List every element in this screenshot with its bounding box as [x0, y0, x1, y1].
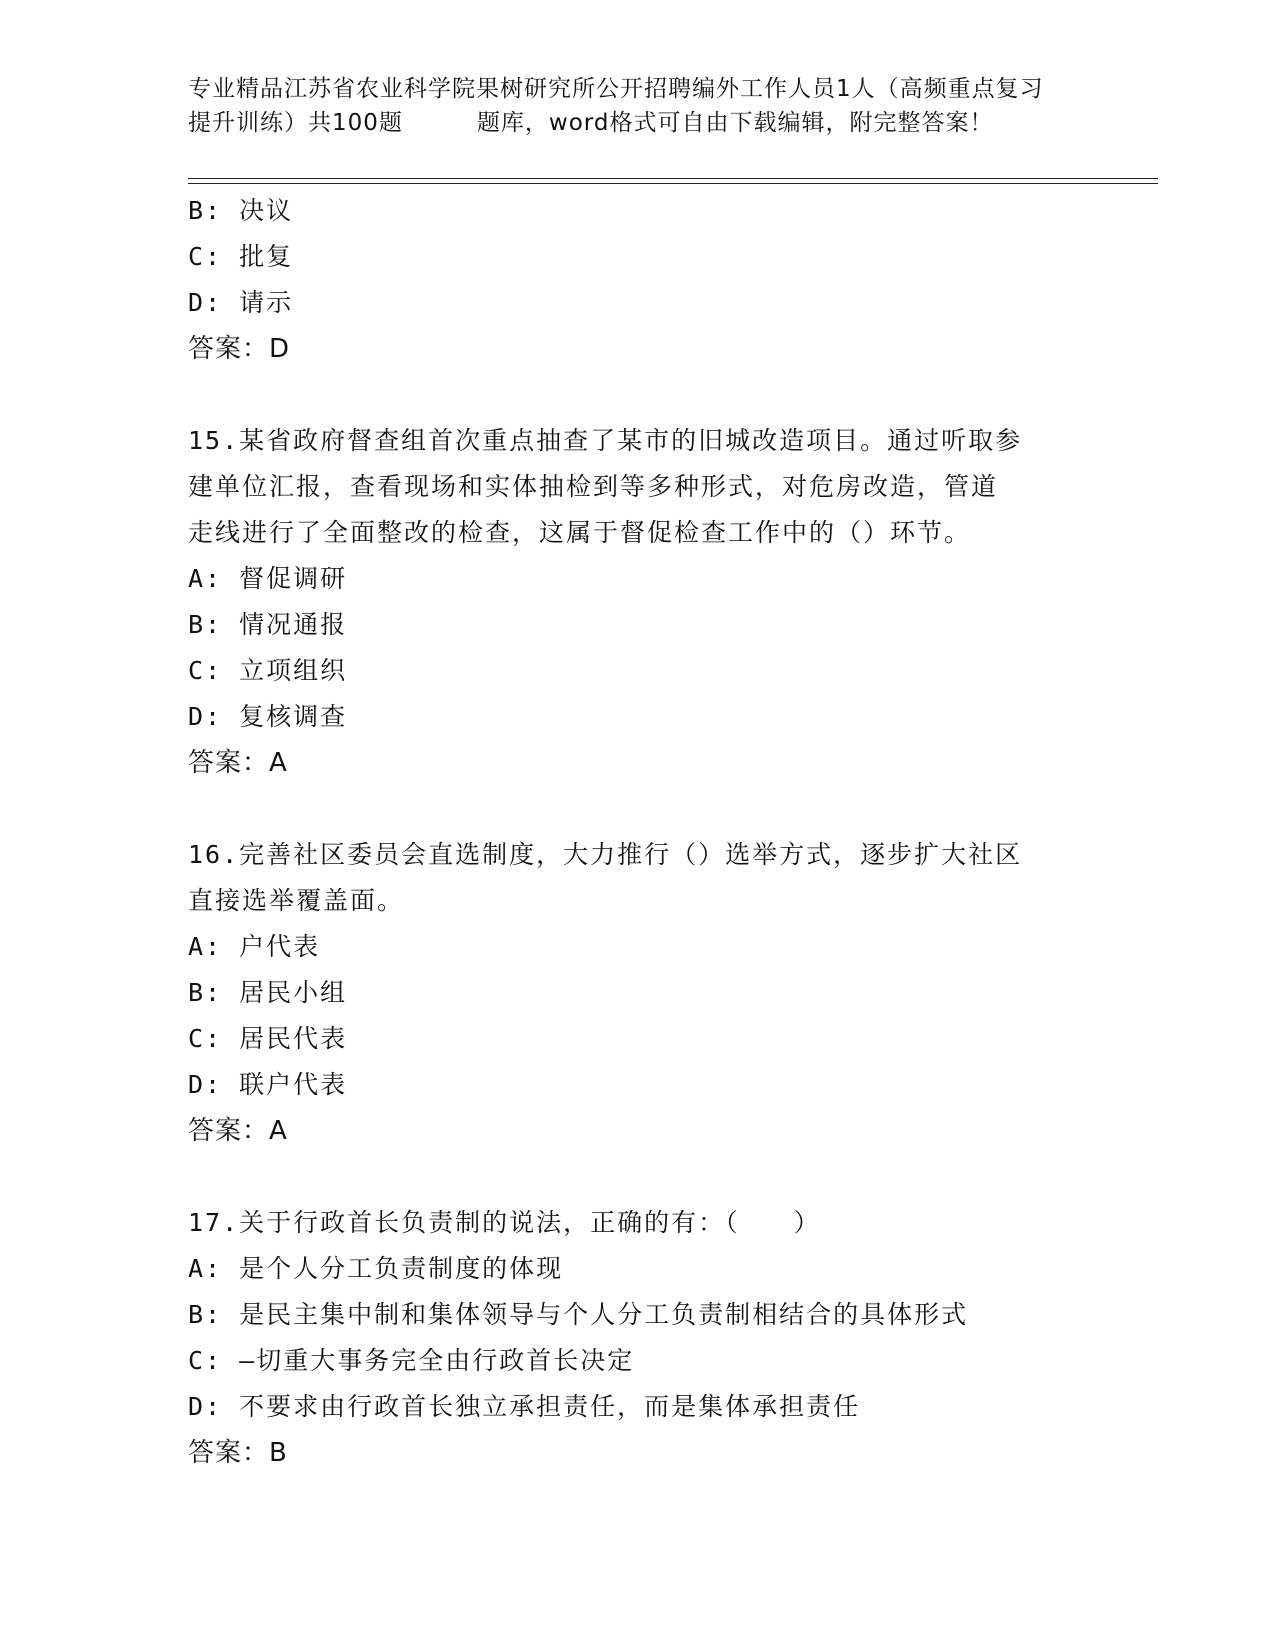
option-d: D: 请示	[188, 288, 294, 317]
question-17	[188, 1200, 1088, 1476]
answer-line: 答案：A	[188, 748, 288, 778]
stem-line: 16.完善社区委员会直选制度，大力推行（）选举方式，逐步扩大社区	[188, 840, 1023, 869]
stem-line: 直接选举覆盖面。	[188, 886, 405, 915]
stem-line: 走线进行了全面整改的检查，这属于督促检查工作中的（）环节。	[188, 518, 972, 547]
option-c: C: —切重大事务完全由行政首长决定	[188, 1346, 635, 1375]
option-b: B: 决议	[188, 196, 294, 225]
option-a: A: 督促调研	[188, 564, 348, 593]
question-15	[188, 418, 1088, 786]
option-b: B: 是民主集中制和集体领导与个人分工负责制相结合的具体形式	[188, 1300, 969, 1329]
header-divider-top	[188, 178, 1158, 179]
header-line-2-part-2: 题库，word格式可自由下载编辑，附完整答案！	[476, 110, 994, 136]
option-c: C: 批复	[188, 242, 294, 271]
document-header	[188, 72, 1168, 140]
option-a: A: 户代表	[188, 932, 321, 961]
question-stem	[188, 1200, 1088, 1246]
stem-line: 建单位汇报，查看现场和实体抽检到等多种形式，对危房改造，管道	[188, 472, 999, 501]
option-c: C: 居民代表	[188, 1024, 348, 1053]
header-line-1: 专业精品江苏省农业科学院果树研究所公开招聘编外工作人员1人（高频重点复习	[188, 76, 1044, 102]
answer-line: 答案：A	[188, 1116, 288, 1146]
question-16	[188, 832, 1088, 1154]
stem-line: 17.关于行政首长负责制的说法，正确的有：（ ）	[188, 1208, 821, 1237]
question-stem	[188, 418, 1088, 556]
document-body	[188, 188, 1088, 1476]
header-divider-bottom	[188, 183, 1158, 184]
option-b: B: 居民小组	[188, 978, 348, 1007]
option-b: B: 情况通报	[188, 610, 348, 639]
option-d: D: 不要求由行政首长独立承担责任，而是集体承担责任	[188, 1392, 861, 1421]
answer-line: 答案：B	[188, 1438, 288, 1468]
option-a: A: 是个人分工负责制度的体现	[188, 1254, 564, 1283]
question-stem	[188, 832, 1088, 924]
option-d: D: 联户代表	[188, 1070, 348, 1099]
stem-line: 15.某省政府督查组首次重点抽查了某市的旧城改造项目。通过听取参	[188, 426, 1023, 455]
question-14-continued	[188, 188, 1088, 372]
header-line-2-part-1: 提升训练）共100题	[188, 110, 403, 136]
option-c: C: 立项组织	[188, 656, 348, 685]
header-line-2	[188, 106, 1168, 140]
answer-line: 答案：D	[188, 334, 291, 364]
option-d: D: 复核调查	[188, 702, 348, 731]
